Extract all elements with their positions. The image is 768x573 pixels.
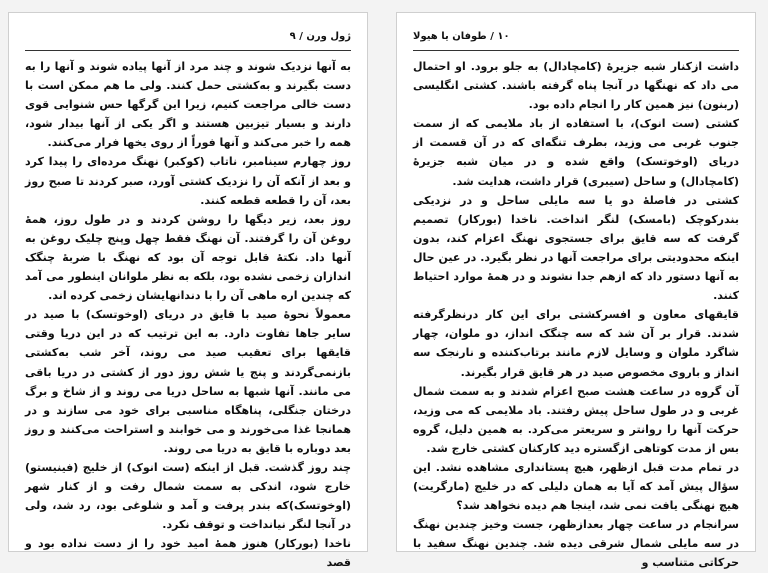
page-header <box>25 31 351 47</box>
left-book-page <box>8 12 368 570</box>
paragraph: به آنها نزدیک شوند و چند مرد از آنها پیاده شوند و آنها را به دست بگیرند و به‌کشتی حمل کنند. ولی ما هم ممکن است با دست خالی مراجعت کنیم، زیرا این گرگها حس شنوایی قوی دارند و بسیار تیزبین هستند و اگر یکی از آنها بیدار شود، همه را خبر می‌کند و آنها فوراً از روی یخها فرار می‌کنند. <box>25 60 351 150</box>
paragraph: کشتی (ست انوک)، با استفاده از باد ملایمی که از سمت جنوب غربی می وزید، بطرف تنگه‌ای که در آن قسمت از دریای (اوخوتسک) واقع شده و در میان شبه جزیرهٔ (کامچادال) و ساحل (سیبری) قرار داشت، هدایت شد. <box>413 117 739 188</box>
paragraph: چند روز گذشت. قبل از اینکه (ست انوک) از خلیج (فینیستو) خارج شود، اندکی به سمت شمال رفت و از کنار شهر (اوخوتسک)که بندر پرفت و آمد و شلوغی بود، رد شد، ولی در آنجا لنگر نیانداخت و توقف نکرد. <box>25 460 351 532</box>
page-body <box>413 57 739 570</box>
running-head: ۱۰ / طوفان یا هیولا <box>413 31 510 42</box>
paragraph: کشتی در فاصلهٔ دو یا سه مایلی ساحل و در نزدیکی بندرکوچک (بامسک) لنگر انداخت. ناخدا (بورکار) تصمیم گرفت که سه قایق برای جستجوی نهنگ اعزام کند، بدون اینکه محدودیتی برای مراجعت آنها در نظر بگیرد. در عین حال به آنها دستور داد که ازهم جدا نشوند و در همهٔ موارد احتیاط کنند. <box>413 193 739 303</box>
page-body <box>25 57 351 570</box>
paragraph: سرانجام در ساعت چهار بعدازظهر، جست وخیز چندین نهنگ در سه مایلی شمال شرقی دیده شد. چندین نهنگ سفید با حرکاتی متناسب و <box>413 518 739 570</box>
paragraph: داشت ازکنار شبه جزیرهٔ (کامچادال) به جلو برود. او احتمال می داد که نهنگها در آنجا پناه گرفته باشند. کشتی انگلیسی (ربنون) نیز همین کار را انجام داده بود. <box>413 60 739 112</box>
header-divider <box>413 50 739 51</box>
page-header <box>413 31 739 47</box>
header-divider <box>25 50 351 51</box>
paragraph: آن گروه در ساعت هشت صبح اعزام شدند و به سمت شمال غربی و در طول ساحل پیش رفتند. باد ملایمی که می وزید، حرکت آنها را روانتر و سریعتر می‌کرد. به همین دلیل، گروه بس از مدت کوتاهی ازگستره دید کارکنان کشتی خارج شد. <box>413 384 739 455</box>
paragraph: ناخدا (بورکار) هنوز همهٔ امید خود را از دست نداده بود و قصد <box>25 537 351 570</box>
paragraph: در تمام مدت قبل ازظهر، هیچ پستانداری مشاهده نشد. این سؤال پیش آمد که آیا به همان دلیلی که در خلیج (مارگریت) هیچ نهنگی یافت نمی شد، اینجا هم دیده نخواهد شد؟ <box>413 460 739 513</box>
running-head: ژول ورن / ۹ <box>289 31 351 42</box>
paragraph: روز بعد، زیر دیگها را روشن کردند و در طول روز، همهٔ روغن آن را گرفتند. آن نهنگ فقط چهل وپنج چلیک روغن به آنها داد. نکتهٔ قابل توجه آن بود که نهنگ با ضربهٔ چنگک اندازان زخمی نشده بود، بلکه به نظر ملوانان اینطور می آمد که چندین اره ماهی آن را با دندانهایشان زخمی کرده اند. <box>25 212 351 303</box>
paragraph: روز چهارم سینامبر، ناتاب (کوکبر) نهنگ مرده‌ای را پیدا کرد و بعد از آنکه آن را نزدیک کشتی آورد، صبر کردند تا صبح روز بعد، آن را قطعه قطعه کنند. <box>25 155 351 207</box>
right-book-page <box>396 12 756 570</box>
paragraph: قایقهای معاون و افسرکشتی برای این کار درنظرگرفته شدند. قرار بر آن شد که سه چنگک انداز، دو ملوان، چهار شاگرد ملوان و وسایل لازم مانند برتاب‌کننده و نارنجک سه انداز و باروی مخصوص صید در هر قایق قرار بگیرند. <box>413 308 739 379</box>
paragraph: معمولاً نحوهٔ صید با قایق در دریای (اوخوتسک) با صید در سایر جاها تفاوت دارد. به این ترتیب که در این دریا وقتی قایقها برای تعقیب صید می روند، آخر شب به‌کشتی بازنمی‌گردند و پنج یا شش روز دور از کشتی در دریا باقی می مانند. آنها شبها به ساحل دریا می روند و از شاخ و برگ درختان جنگلی، پناهگاه مناسبی برای خود می سازند و در همانجا غذا می‌خورند و می خوابند و استراحت می‌کنند و روز بعد دوباره با قایق به دریا می روند. <box>25 308 351 455</box>
